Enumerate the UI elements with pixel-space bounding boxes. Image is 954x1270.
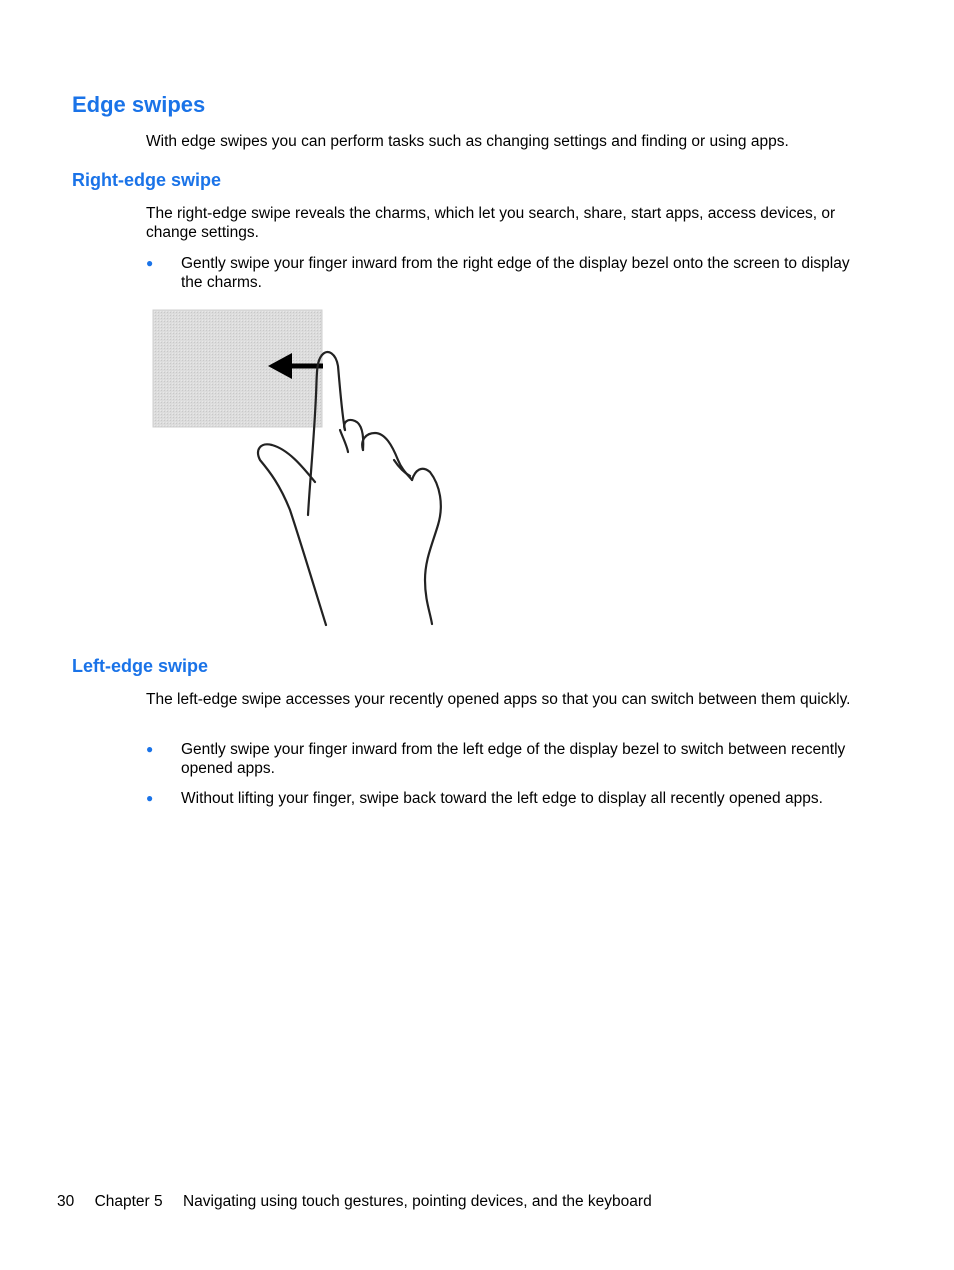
bullet-icon: ● [146,791,154,805]
hand-swipe-left-icon [140,300,460,635]
bullet-icon: ● [146,256,154,270]
section-heading-right-edge: Right-edge swipe [72,170,222,190]
list-item-text: Without lifting your finger, swipe back toward the left edge to display all recently opened apps. [181,790,823,807]
chapter-title: Navigating using touch gestures, pointing devices, and the keyboard [182,1193,652,1210]
page-number: 30 [57,1193,75,1210]
intro-paragraph: With edge swipes you can perform tasks such as changing settings and finding or using apps. [146,133,789,150]
left-edge-paragraph: The left-edge swipe accesses your recently opened apps so that you can switch between them quickly. [146,691,851,708]
chapter-label: Chapter 5 [94,1193,163,1210]
right-edge-paragraph: The right-edge swipe reveals the charms, which let you search, share, start apps, access devices, or change settings. [146,205,836,241]
list-item-text: Gently swipe your finger inward from the right edge of the display bezel onto the screen to display the charms. [181,255,850,291]
bullet-icon: ● [146,742,154,756]
page-footer [57,1192,652,1211]
list-item-text: Gently swipe your finger inward from the left edge of the display bezel to switch between recently opened apps. [181,741,846,777]
page-title: Edge swipes [72,92,206,117]
section-heading-left-edge: Left-edge swipe [72,656,209,676]
